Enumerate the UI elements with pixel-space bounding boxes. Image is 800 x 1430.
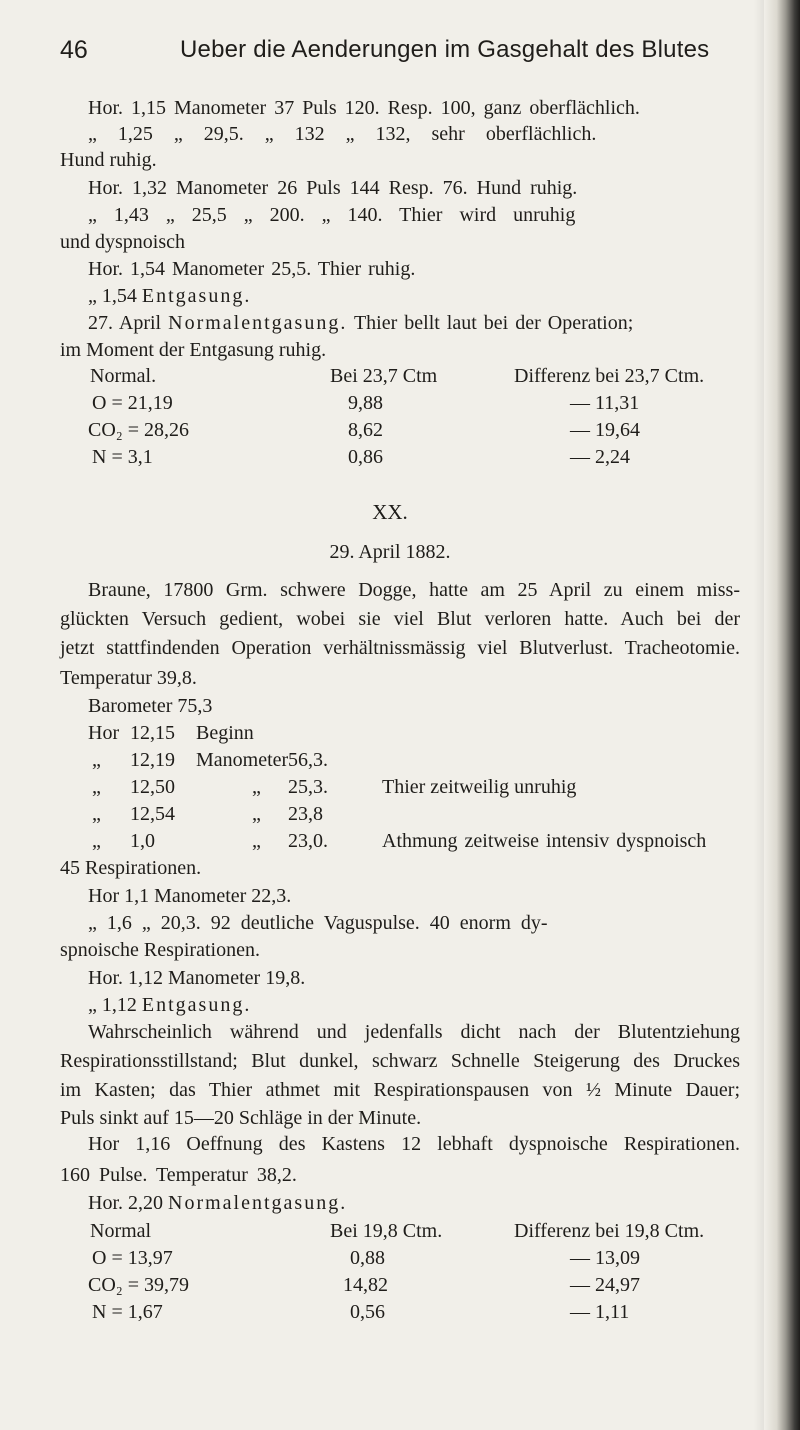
table-header-row (0, 364, 760, 388)
text-line: und dyspnoisch (60, 231, 185, 253)
log-cell: „ (252, 776, 261, 798)
log-cell: Thier zeitweilig unruhig (382, 776, 577, 798)
text-line: Hor. 1,54 Manometer 25,5. Thier ruhig. (88, 258, 416, 280)
table-cell: 0,86 (348, 446, 383, 468)
table-cell: — 13,09 (570, 1247, 640, 1269)
text-line: 160 Pulse. Temperatur 38,2. (60, 1164, 297, 1186)
text-line: im Moment der Entgasung ruhig. (60, 339, 327, 361)
log-row (0, 748, 760, 772)
log-cell: „ (92, 803, 101, 825)
table-cell: — 2,24 (570, 446, 630, 468)
text-line: „ 1,6 „ 20,3. 92 deutliche Vaguspulse. 40 enorm dy- (88, 912, 548, 934)
running-title: Ueber die Aenderungen im Gasgehalt des Blutes (180, 36, 710, 63)
paragraph-line: Hor 1,16 Oeffnung des Kastens 12 lebhaft dyspnoische Respirationen. (88, 1133, 740, 1155)
log-cell: Manometer (196, 749, 289, 771)
text-line: spnoische Respirationen. (60, 939, 260, 961)
text-line: Puls sinkt auf 15—20 Schläge in der Minute. (60, 1107, 422, 1129)
spaced-term: Normalentgasung. (168, 312, 348, 334)
log-row (0, 775, 760, 799)
table-header-cell: Normal. (90, 365, 157, 387)
text-fragment: Thier bellt laut bei der Operation; (347, 312, 634, 334)
table-cell: CO₂ = 28,26 (88, 419, 190, 441)
log-cell: 12,54 (130, 803, 175, 825)
log-cell: „ (92, 830, 101, 852)
log-row (0, 802, 760, 826)
text-line (88, 1191, 347, 1215)
log-row (0, 721, 760, 745)
table-cell: — 11,31 (570, 392, 640, 414)
table-cell: 14,82 (343, 1274, 388, 1296)
table-header-cell: Bei 23,7 Ctm (330, 365, 438, 387)
table-header-cell: Differenz bei 23,7 Ctm. (514, 365, 705, 387)
text-line: „ 1,43 „ 25,5 „ 200. „ 140. Thier wird unruhig (88, 204, 576, 226)
section-date: 29. April 1882. (329, 541, 451, 563)
text-line: Temperatur 39,8. (60, 667, 197, 689)
spaced-term: Entgasung. (141, 285, 252, 307)
table-row (0, 445, 760, 469)
table-row (0, 418, 760, 442)
table-cell: 0,56 (350, 1301, 385, 1323)
table-cell: 0,88 (350, 1247, 385, 1269)
log-cell: „ (252, 830, 261, 852)
table-row (0, 1300, 760, 1324)
text-fragment: Hor. 2,20 (88, 1192, 168, 1214)
spaced-term: Entgasung. (141, 994, 252, 1016)
log-cell: 56,3. (288, 749, 328, 771)
log-cell: Athmung zeitweise intensiv dyspnoisch (382, 830, 707, 852)
table-cell: CO₂ = 39,79 (88, 1274, 190, 1296)
section-heading: XX. (372, 500, 408, 524)
paragraph-line: Respirationsstillstand; Blut dunkel, schwarz Schnelle Steigerung des Druckes (60, 1050, 740, 1072)
table-cell: N = 3,1 (92, 446, 153, 468)
paragraph-line: glückten Versuch gedient, wobei sie viel Blut verloren hatte. Auch bei der (60, 608, 740, 630)
page-edge-shadow (754, 0, 764, 1430)
table-cell: O = 21,19 (92, 392, 173, 414)
log-cell: Hor (88, 722, 120, 744)
table-row (0, 1273, 760, 1297)
log-cell: 12,15 (130, 722, 175, 744)
log-cell: 25,3. (288, 776, 328, 798)
text-line: Hor. 1,12 Manometer 19,8. (88, 967, 306, 989)
log-cell: „ (92, 749, 101, 771)
text-line: Hor. 1,15 Manometer 37 Puls 120. Resp. 100, ganz oberflächlich. (88, 97, 640, 119)
log-row (0, 829, 760, 853)
text-line (88, 993, 251, 1017)
log-cell: 12,19 (130, 749, 175, 771)
log-cell: 23,0. (288, 830, 328, 852)
table-row (0, 1246, 760, 1270)
paragraph-line: im Kasten; das Thier athmet mit Respirationspausen von ½ Minute Dauer; (60, 1079, 740, 1101)
page-edge (764, 0, 800, 1430)
table-cell: — 24,97 (570, 1274, 640, 1296)
text-line: Hor. 1,32 Manometer 26 Puls 144 Resp. 76. Hund ruhig. (88, 177, 578, 199)
log-cell: 12,50 (130, 776, 175, 798)
table-cell: 9,88 (348, 392, 383, 414)
text-fragment: „ 1,54 (88, 285, 142, 307)
paragraph-line: jetzt stattfindenden Operation verhältnissmässig viel Blutverlust. Tracheotomie. (60, 637, 740, 659)
text-line: Hor 1,1 Manometer 22,3. (88, 885, 292, 907)
log-cell: „ (92, 776, 101, 798)
table-cell: O = 13,97 (92, 1247, 173, 1269)
text-fragment: 27. April (88, 312, 169, 334)
paragraph-line: Wahrscheinlich während und jedenfalls dicht nach der Blutentziehung (88, 1021, 740, 1043)
log-cell: „ (252, 803, 261, 825)
text-fragment: „ 1,12 (88, 994, 142, 1016)
table-cell: N = 1,67 (92, 1301, 163, 1323)
log-cell: 1,0 (130, 830, 155, 852)
spaced-term: Normalentgasung. (168, 1192, 348, 1214)
table-header-cell: Bei 19,8 Ctm. (330, 1220, 443, 1242)
table-cell: 8,62 (348, 419, 383, 441)
log-cell: 23,8 (288, 803, 323, 825)
page-number: 46 (60, 36, 88, 64)
text-line: 45 Respirationen. (60, 857, 202, 879)
table-header-cell: Differenz bei 19,8 Ctm. (514, 1220, 705, 1242)
table-cell: — 19,64 (570, 419, 640, 441)
table-header-cell: Normal (90, 1220, 152, 1242)
table-cell: — 1,11 (570, 1301, 630, 1323)
text-line: Hund ruhig. (60, 149, 157, 171)
table-row (0, 391, 760, 415)
log-cell: Beginn (196, 722, 254, 744)
table-header-row (0, 1219, 760, 1243)
text-line (88, 311, 633, 335)
text-line: Barometer 75,3 (88, 695, 213, 717)
text-line: „ 1,25 „ 29,5. „ 132 „ 132, sehr oberflächlich. (88, 123, 597, 145)
paragraph-line: Braune, 17800 Grm. schwere Dogge, hatte am 25 April zu einem miss- (88, 579, 740, 601)
text-line (88, 284, 251, 308)
